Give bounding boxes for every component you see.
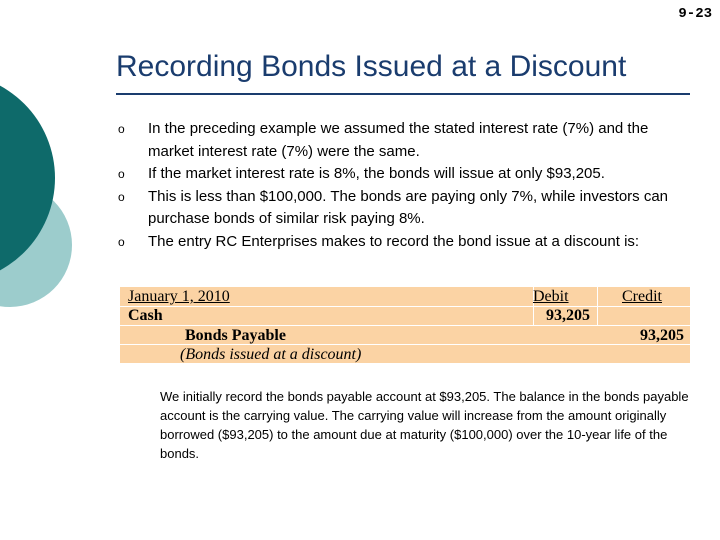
explanation-note: We initially record the bonds payable account at $93,205. The balance in the bonds payable account is the carrying value. The carrying value will increase from the amount originally borrowed ($93,205) to the amount due at maturity ($100,000) over the 10-year life of the bonds. xyxy=(160,389,689,461)
credit-amount: 93,205 xyxy=(640,327,684,344)
entry-explanation: (Bonds issued at a discount) xyxy=(180,346,362,363)
credit-header: Credit xyxy=(622,288,662,305)
row-divider xyxy=(120,325,690,326)
bullet-icon: o xyxy=(118,234,125,249)
debit-account: Cash xyxy=(128,307,163,324)
debit-amount: 93,205 xyxy=(546,307,590,324)
bullet-list xyxy=(118,118,688,253)
debit-header: Debit xyxy=(533,288,569,305)
bullet-item xyxy=(118,231,688,254)
bullet-item xyxy=(118,118,688,163)
bullet-text: If the market interest rate is 8%, the bonds will issue at only $93,205. xyxy=(148,165,605,182)
bullet-text: In the preceding example we assumed the stated interest rate (7%) and the market interest rate (7%) were the same. xyxy=(148,120,649,160)
bullet-item xyxy=(118,163,688,186)
slide-title: Recording Bonds Issued at a Discount xyxy=(116,50,627,83)
bullet-icon: o xyxy=(118,122,125,136)
journal-entry xyxy=(120,287,690,363)
bullet-icon: o xyxy=(118,167,125,181)
bullet-text: The entry RC Enterprises makes to record the bond issue at a discount is: xyxy=(148,232,640,250)
row-divider xyxy=(120,306,690,307)
bullet-text: This is less than $100,000. The bonds are paying only 7%, while investors can purchase bonds of similar risk paying 8%. xyxy=(148,187,669,227)
column-divider xyxy=(597,287,598,325)
bullet-icon: o xyxy=(118,189,125,204)
entry-date: January 1, 2010 xyxy=(128,288,230,305)
bullet-item xyxy=(118,186,688,231)
title-underline xyxy=(116,93,690,95)
decorative-circles xyxy=(0,0,110,400)
credit-account: Bonds Payable xyxy=(185,327,286,344)
page-number: 9-23 xyxy=(678,6,712,22)
